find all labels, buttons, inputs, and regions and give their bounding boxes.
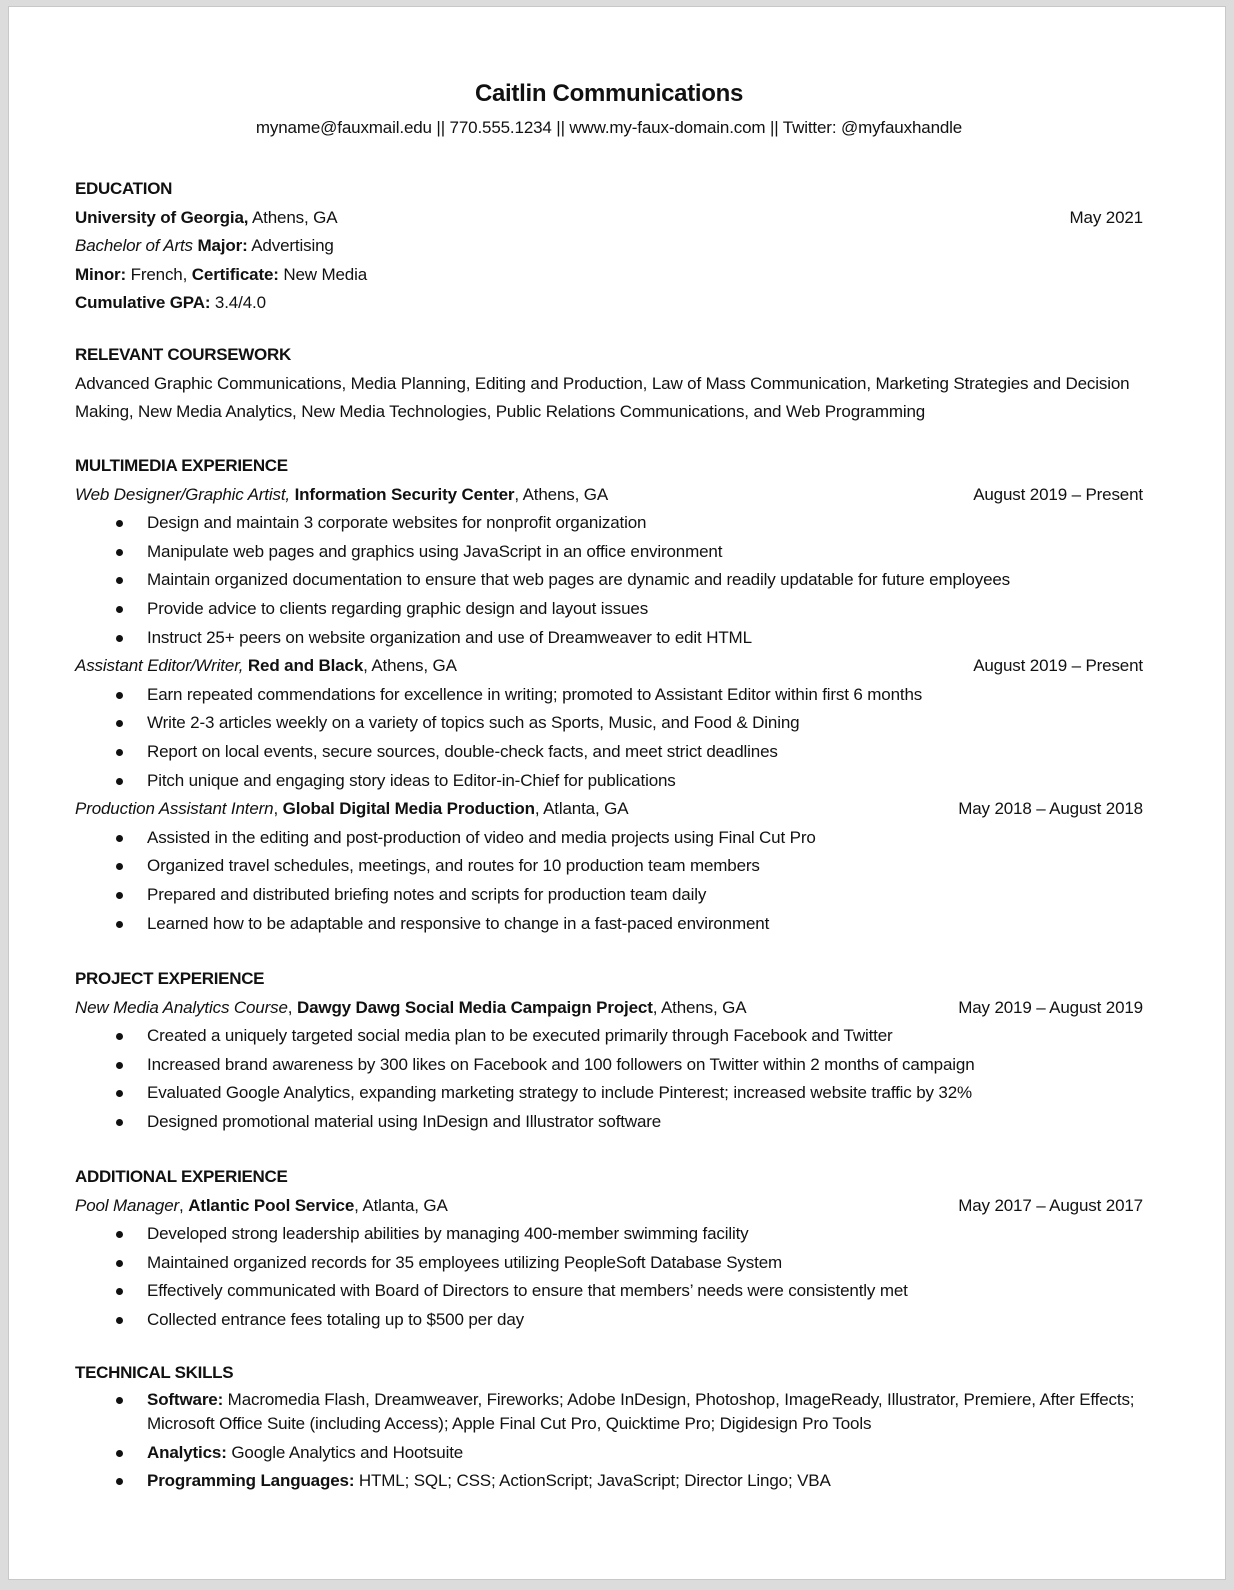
job-bullets xyxy=(75,1220,1143,1334)
education-section xyxy=(75,175,1143,318)
skill-label: Software: xyxy=(147,1389,224,1409)
list-item: Maintain organized documentation to ensure that web pages are dynamic and readily updatable for future employees xyxy=(75,566,1143,595)
job-bullets xyxy=(75,509,1143,652)
skill-value: HTML; SQL; CSS; ActionScript; JavaScript; Director Lingo; VBA xyxy=(354,1471,831,1491)
list-item: Created a uniquely targeted social media plan to be executed primarily through Facebook and Twitter xyxy=(75,1022,1143,1051)
list-item: Earn repeated commendations for excellence in writing; promoted to Assistant Editor within first 6 months xyxy=(75,681,1143,710)
job-role: Pool Manager xyxy=(75,1195,180,1215)
skill-item-software xyxy=(75,1388,1143,1437)
skill-value: Macromedia Flash, Dreamweaver, Fireworks; Adobe InDesign, Photoshop, ImageReady, Illustrator, Premiere, After Effects; Microsoft Office Suite (including Access); Apple Final Cut Pro, Quicktime Pro; Digidesign Pro Tools xyxy=(147,1389,1135,1434)
job-org: Dawgy Dawg Social Media Campaign Project xyxy=(296,997,653,1017)
job-header xyxy=(75,652,1143,681)
job-bullets xyxy=(75,824,1143,938)
list-item: Instruct 25+ peers on website organization and use of Dreamweaver to edit HTML xyxy=(75,624,1143,653)
school-location: Athens, GA xyxy=(248,207,338,227)
coursework-text: Advanced Graphic Communications, Media Planning, Editing and Production, Law of Mass Communication, Marketing Strategies and Decision Making, New Media Analytics, New Media Technologies, Public Relations Communications, and Web Programming xyxy=(75,373,1130,422)
list-item: Manipulate web pages and graphics using JavaScript in an office environment xyxy=(75,538,1143,567)
job-header xyxy=(75,481,1143,510)
job-date: August 2019 – Present xyxy=(973,656,1143,676)
job-date: May 2017 – August 2017 xyxy=(958,1195,1143,1215)
skills-section xyxy=(75,1359,1143,1498)
job-date: May 2019 – August 2019 xyxy=(958,997,1143,1017)
section-title-education: EDUCATION xyxy=(75,179,173,198)
job-title-line xyxy=(75,795,628,824)
list-item: Learned how to be adaptable and responsive to change in a fast-paced environment xyxy=(75,910,1143,939)
gpa: 3.4/4.0 xyxy=(210,293,266,313)
minor-line xyxy=(75,261,1143,290)
resume-page xyxy=(8,6,1226,1580)
job-header xyxy=(75,994,1143,1023)
job-date: August 2019 – Present xyxy=(973,484,1143,504)
list-item: Report on local events, secure sources, double-check facts, and meet strict deadlines xyxy=(75,738,1143,767)
separator: , xyxy=(179,1195,189,1215)
list-item: Effectively communicated with Board of Directors to ensure that members’ needs were consistently met xyxy=(75,1277,1143,1306)
list-item: Organized travel schedules, meetings, and routes for 10 production team members xyxy=(75,852,1143,881)
education-school-row xyxy=(75,204,1143,233)
job-location: , Athens, GA xyxy=(652,997,747,1017)
job-bullets xyxy=(75,1022,1143,1136)
skill-label: Analytics: xyxy=(147,1442,227,1462)
skill-value: Google Analytics and Hootsuite xyxy=(226,1442,464,1462)
job-date: May 2018 – August 2018 xyxy=(958,799,1143,819)
candidate-name: Caitlin Communications xyxy=(474,80,744,107)
minor: French, xyxy=(126,264,192,284)
graduation-date: May 2021 xyxy=(1069,207,1143,227)
degree-line xyxy=(75,232,1143,261)
major-label: Major: xyxy=(192,236,248,256)
skills-list xyxy=(75,1388,1143,1494)
job-location: , Atlanta, GA xyxy=(534,799,629,819)
section-title-coursework: RELEVANT COURSEWORK xyxy=(75,345,291,364)
degree: Bachelor of Arts xyxy=(75,236,193,256)
job-bullets xyxy=(75,681,1143,795)
job-role: Assistant Editor/Writer, xyxy=(75,656,244,676)
job-role: Production Assistant Intern xyxy=(75,799,274,819)
skill-item-analytics xyxy=(75,1441,1143,1466)
list-item: Prepared and distributed briefing notes and scripts for production team daily xyxy=(75,881,1143,910)
section-title-additional: ADDITIONAL EXPERIENCE xyxy=(75,1167,288,1186)
section-title-skills: TECHNICAL SKILLS xyxy=(75,1363,234,1382)
section-title-project: PROJECT EXPERIENCE xyxy=(75,969,265,988)
list-item: Design and maintain 3 corporate websites for nonprofit organization xyxy=(75,509,1143,538)
gpa-line xyxy=(75,289,1143,318)
education-school-line xyxy=(75,204,337,233)
major: Advertising xyxy=(247,236,334,256)
skill-label: Programming Languages: xyxy=(147,1471,355,1491)
skill-item-programming xyxy=(75,1469,1143,1494)
certificate: New Media xyxy=(278,264,368,284)
job-role: New Media Analytics Course xyxy=(75,997,288,1017)
job-title-line xyxy=(75,994,746,1023)
list-item: Write 2-3 articles weekly on a variety of topics such as Sports, Music, and Food & Dining xyxy=(75,709,1143,738)
gpa-label: Cumulative GPA: xyxy=(75,293,211,313)
list-item: Designed promotional material using InDesign and Illustrator software xyxy=(75,1108,1143,1137)
list-item: Increased brand awareness by 300 likes on Facebook and 100 followers on Twitter within 2 months of campaign xyxy=(75,1051,1143,1080)
job-title-line xyxy=(75,1192,448,1221)
coursework-section xyxy=(75,341,1143,427)
job-title-line xyxy=(75,652,457,681)
list-item: Evaluated Google Analytics, expanding marketing strategy to include Pinterest; increased website traffic by 32% xyxy=(75,1079,1143,1108)
list-item: Developed strong leadership abilities by managing 400-member swimming facility xyxy=(75,1220,1143,1249)
minor-label: Minor: xyxy=(75,264,127,284)
job-title-line xyxy=(75,481,608,510)
certificate-label: Certificate: xyxy=(191,264,279,284)
multimedia-section xyxy=(75,452,1143,938)
school-name: University of Georgia, xyxy=(75,207,249,227)
list-item: Collected entrance fees totaling up to $500 per day xyxy=(75,1306,1143,1335)
list-item: Provide advice to clients regarding graphic design and layout issues xyxy=(75,595,1143,624)
job-org: Red and Black xyxy=(247,656,364,676)
section-title-multimedia: MULTIMEDIA EXPERIENCE xyxy=(75,456,288,475)
job-header xyxy=(75,795,1143,824)
job-org: Global Digital Media Production xyxy=(282,799,535,819)
job-header xyxy=(75,1192,1143,1221)
job-org: Atlantic Pool Service xyxy=(188,1195,355,1215)
job-location: , Athens, GA xyxy=(514,484,609,504)
job-location: , Athens, GA xyxy=(363,656,457,676)
project-section xyxy=(75,965,1143,1137)
contact-line: myname@fauxmail.edu || 770.555.1234 || www.my-faux-domain.com || Twitter: @myfauxhandle xyxy=(255,118,963,137)
additional-section xyxy=(75,1163,1143,1335)
separator: , xyxy=(287,997,297,1017)
job-role: Web Designer/Graphic Artist, xyxy=(75,484,290,504)
job-location: , Atlanta, GA xyxy=(354,1195,448,1215)
separator: , xyxy=(273,799,283,819)
job-org: Information Security Center xyxy=(294,484,515,504)
list-item: Assisted in the editing and post-production of video and media projects using Final Cut Pro xyxy=(75,824,1143,853)
list-item: Maintained organized records for 35 employees utilizing PeopleSoft Database System xyxy=(75,1249,1143,1278)
list-item: Pitch unique and engaging story ideas to Editor-in-Chief for publications xyxy=(75,767,1143,796)
